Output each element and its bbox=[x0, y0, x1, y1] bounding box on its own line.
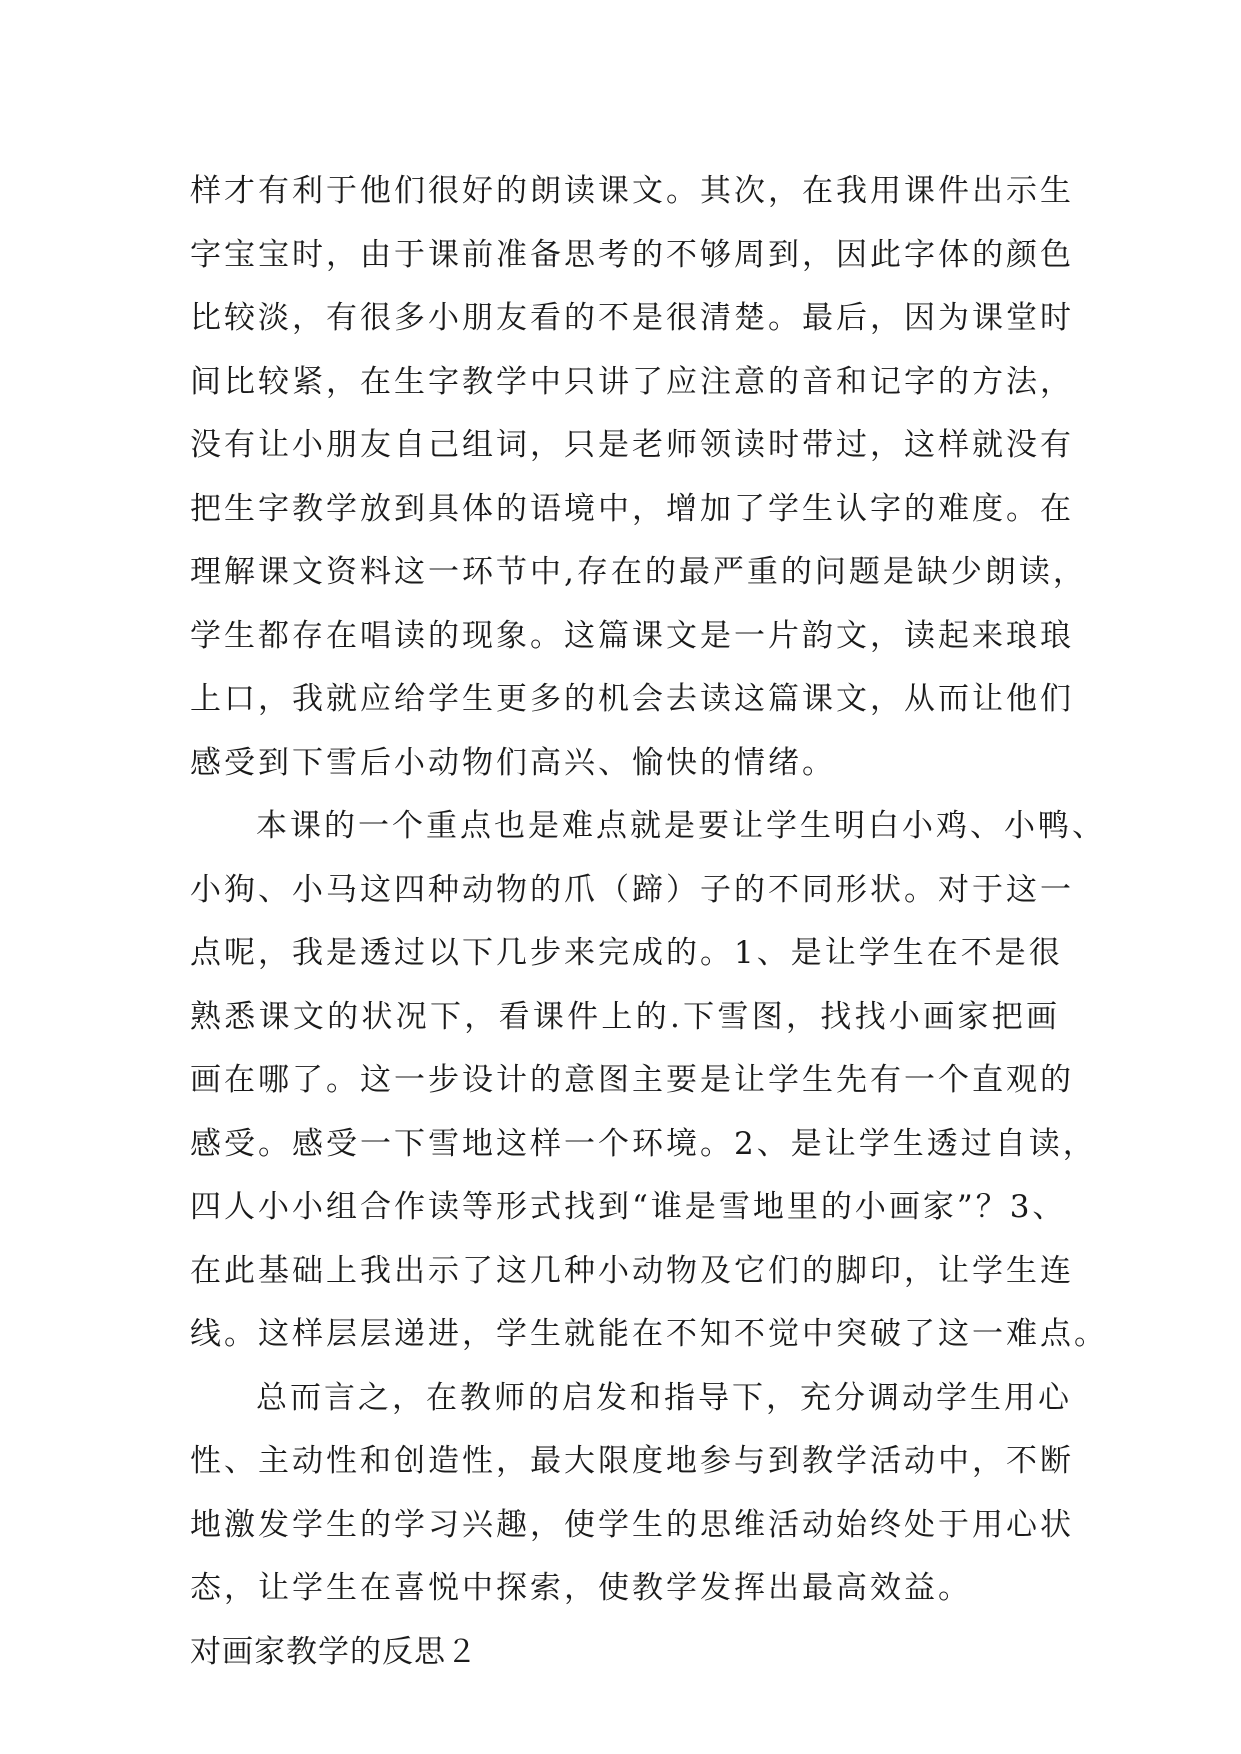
text-line: 学生都存在唱读的现象。这篇课文是一片韵文，读起来琅琅 bbox=[190, 617, 1074, 654]
text-line: 字宝宝时，由于课前准备思考的不够周到，因此字体的颜色 bbox=[190, 236, 1074, 273]
text-line: 点呢，我是透过以下几步来完成的。1、是让学生在不是很 bbox=[190, 935, 1063, 971]
text-line: 线。这样层层递进，学生就能在不知不觉中突破了这一难点。 bbox=[190, 1316, 1108, 1352]
text-line: 间比较紧，在生字教学中只讲了应注意的音和记字的方法， bbox=[190, 363, 1074, 400]
text-line: 在此基础上我出示了这几种小动物及它们的脚印，让学生连 bbox=[190, 1252, 1074, 1289]
text-line: 感受到下雪后小动物们高兴、愉快的情绪。 bbox=[190, 744, 836, 781]
text-line: 上口，我就应给学生更多的机会去读这篇课文，从而让他们 bbox=[190, 681, 1074, 717]
text-line: 感受。感受一下雪地这样一个环境。2、是让学生透过自读， bbox=[190, 1125, 1097, 1162]
text-line: 把生字教学放到具体的语境中，增加了学生认字的难度。在 bbox=[190, 490, 1074, 527]
text-line: 总而言之，在教师的启发和指导下，充分调动学生用心 bbox=[256, 1379, 1072, 1416]
text-line: 画在哪了。这一步设计的意图主要是让学生先有一个直观的 bbox=[190, 1062, 1074, 1098]
text-line: 小狗、小马这四种动物的爪（蹄）子的不同形状。对于这一 bbox=[190, 871, 1074, 908]
text-line: 本课的一个重点也是难点就是要让学生明白小鸡、小鸭、 bbox=[256, 808, 1106, 844]
text-line: 地激发学生的学习兴趣，使学生的思维活动始终处于用心状 bbox=[190, 1506, 1074, 1543]
text-line: 理解课文资料这一环节中,存在的最严重的问题是缺少朗读， bbox=[190, 554, 1087, 590]
text-line: 没有让小朋友自己组词，只是老师领读时带过，这样就没有 bbox=[190, 427, 1074, 463]
text-line: 样才有利于他们很好的朗读课文。其次，在我用课件出示生 bbox=[190, 173, 1074, 209]
paragraph-2 bbox=[190, 795, 1108, 1367]
text-line: 态，让学生在喜悦中探索，使教学发挥出最高效益。 bbox=[190, 1570, 972, 1606]
text-line: 比较淡，有很多小朋友看的不是很清楚。最后，因为课堂时 bbox=[190, 300, 1074, 336]
paragraph-1 bbox=[190, 160, 1087, 795]
section-heading: 对画家教学的反思２ bbox=[190, 1633, 478, 1670]
text-line: 性、主动性和创造性，最大限度地参与到教学活动中，不断 bbox=[190, 1443, 1074, 1479]
text-line: 熟悉课文的状况下，看课件上的.下雪图，找找小画家把画 bbox=[190, 998, 1060, 1035]
text-line: 四人小小组合作读等形式找到“谁是雪地里的小画家”？3、 bbox=[190, 1189, 1067, 1225]
document-body bbox=[190, 160, 1108, 1684]
paragraph-3 bbox=[190, 1367, 1074, 1621]
